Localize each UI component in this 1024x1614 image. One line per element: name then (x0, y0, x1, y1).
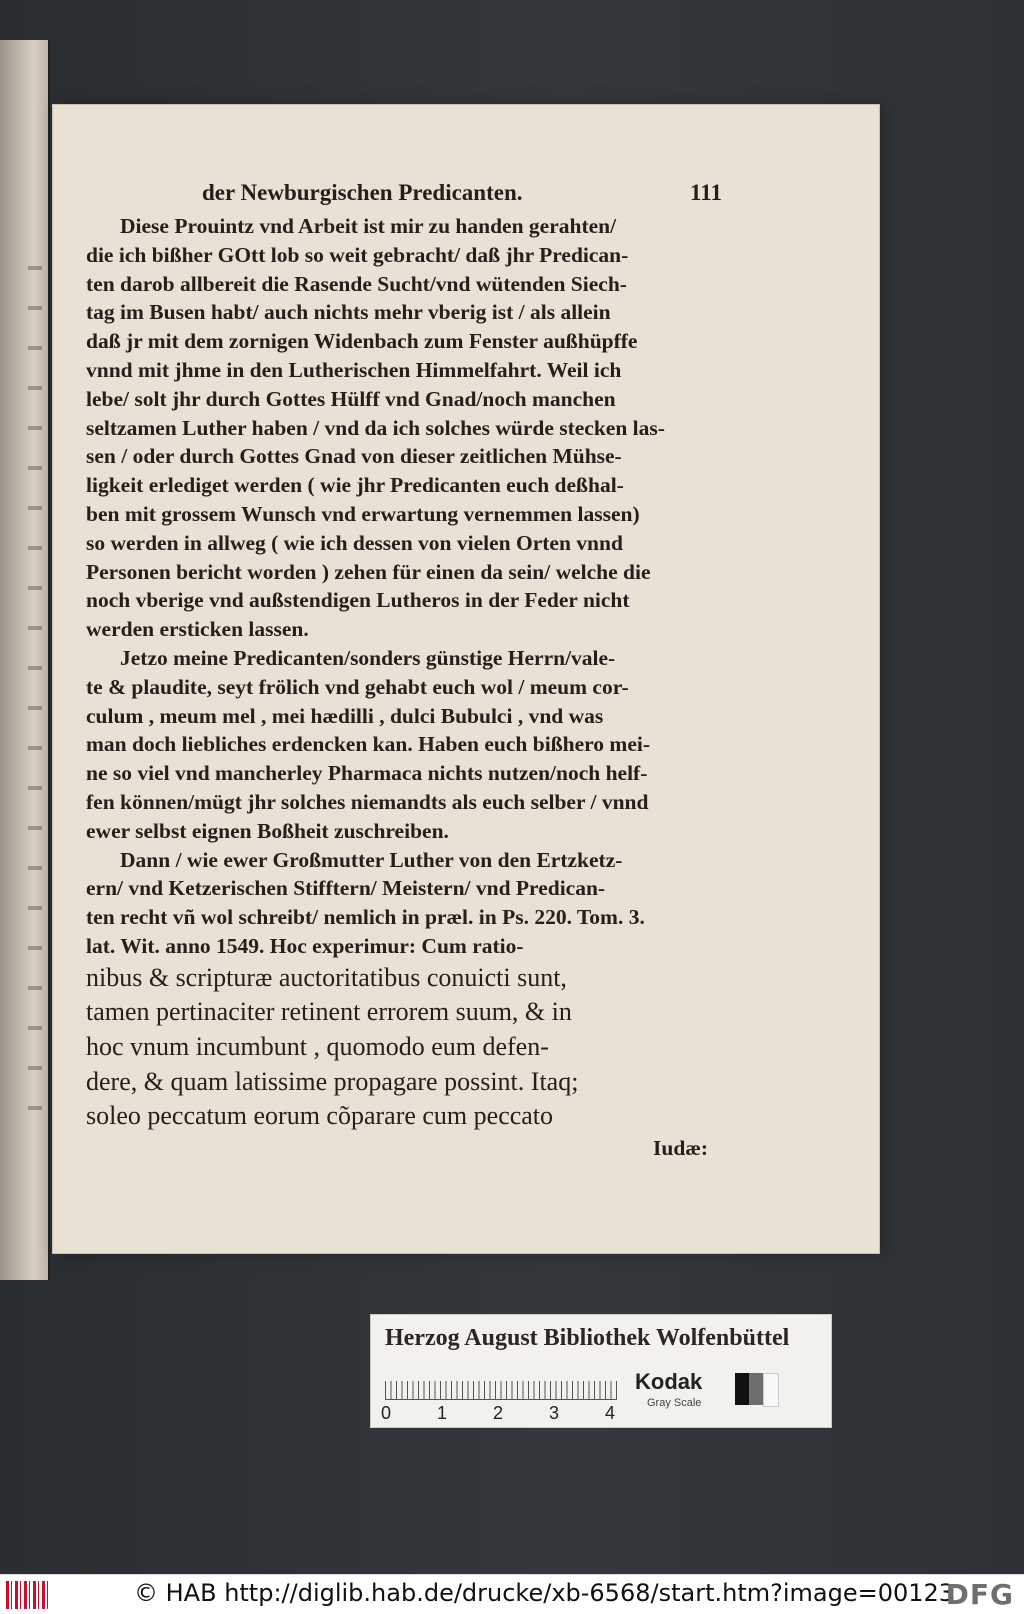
text-line: ligkeit erlediget werden ( wie jhr Predicanten euch deßhal- (86, 473, 624, 498)
text-line: sen / oder durch Gottes Gnad von dieser zeitlichen Mühse- (86, 444, 622, 469)
footer-bar (0, 1574, 1024, 1614)
text-line: daß jr mit dem zornigen Widenbach zum Fenster außhüpffe (86, 329, 638, 354)
latin-line: hoc vnum incumbunt , quomodo eum defen- (86, 1032, 549, 1062)
text-line: ten recht vñ wol schreibt/ nemlich in præl. in Ps. 220. Tom. 3. (86, 905, 645, 930)
gray-scale-label: Gray Scale (647, 1397, 702, 1409)
gray-swatch-mid (749, 1373, 763, 1405)
text-line: man doch liebliches erdencken kan. Haben euch bißhero mei- (86, 732, 651, 757)
text-line: tag im Busen habt/ auch nichts mehr vberig ist / als allein (86, 300, 611, 325)
text-line: ten darob allbereit die Rasende Sucht/vnd wütenden Siech- (86, 271, 627, 296)
color-reference-card (370, 1314, 832, 1428)
text-line: Dann / wie ewer Großmutter Luther von den Ertzketz- (120, 847, 623, 872)
text-line: die ich bißher GOtt lob so weit gebracht/ daß jhr Predican- (86, 242, 629, 267)
text-line: werden ersticken lassen. (86, 617, 309, 642)
ruler-number: 2 (493, 1403, 504, 1423)
ruler-number: 0 (381, 1403, 392, 1423)
text-line: noch vberige vnd außstendigen Lutheros in der Feder nicht (86, 588, 630, 613)
fraktur-lines (86, 212, 714, 961)
running-head-title: der Newburgischen Predicanten. (202, 180, 523, 205)
dfg-logo: DFG (945, 1578, 1014, 1611)
latin-line: dere, & quam latissime propagare possint. Itaq; (86, 1066, 579, 1096)
latin-quotation (86, 961, 714, 1134)
latin-line: soleo peccatum eorum cõparare cum peccato (86, 1101, 554, 1131)
hab-barcode-icon (6, 1581, 48, 1609)
text-line: Jetzo meine Predicanten/sonders günstige Herrn/vale- (120, 645, 616, 670)
credit-link[interactable]: © HAB http://diglib.hab.de/drucke/xb-6568/start.htm?image=00123 (134, 1579, 955, 1607)
text-line: vnnd mit jhme in den Lutherischen Himmelfahrt. Weil ich (86, 357, 622, 382)
text-line: te & plaudite, seyt frölich vnd gehabt euch wol / meum cor- (86, 674, 629, 699)
text-line: Diese Prouintz vnd Arbeit ist mir zu handen gerahten/ (120, 214, 617, 238)
facing-page-text-fragments (28, 240, 42, 1140)
latin-line: nibus & scripturæ auctoritatibus conuicti sunt, (86, 962, 567, 992)
ruler-number: 1 (437, 1403, 448, 1423)
text-line: lebe/ solt jhr durch Gottes Hülff vnd Gnad/noch manchen (86, 386, 616, 411)
latin-line: tamen pertinaciter retinent errorem suum, & in (86, 997, 572, 1027)
text-line: fen können/mügt jhr solches niemandts als euch selber / vnnd (86, 789, 649, 814)
text-line: lat. Wit. anno 1549. Hoc experimur: Cum ratio- (86, 933, 524, 958)
page-number: 111 (690, 180, 722, 205)
gray-swatch-white (763, 1373, 779, 1407)
text-line: ewer selbst eignen Boßheit zuschreiben. (86, 818, 449, 843)
text-line: so werden in allweg ( wie ich dessen von vielen Orten vnnd (86, 530, 623, 555)
facing-page-edge (0, 40, 50, 1280)
kodak-logo: Kodak (635, 1369, 703, 1394)
running-head (202, 180, 722, 212)
book-page (52, 104, 880, 1254)
card-title: Herzog August Bibliothek Wolfenbüttel (385, 1325, 790, 1351)
body-text (86, 212, 714, 1163)
text-line: ben mit grossem Wunsch vnd erwartung vernemmen lassen) (86, 501, 640, 526)
text-line: ne so viel vnd mancherley Pharmaca nichts nutzen/noch helf- (86, 761, 648, 786)
text-line: culum , meum mel , mei hædilli , dulci Bubulci , vnd was (86, 703, 604, 728)
text-line: seltzamen Luther haben / vnd da ich solches würde stecken las- (86, 415, 665, 440)
text-line: Personen bericht worden ) zehen für einen da sein/ welche die (86, 559, 651, 584)
ruler-number: 4 (605, 1403, 616, 1423)
text-line: ern/ vnd Ketzerischen Stifftern/ Meistern/ vnd Predican- (86, 876, 606, 901)
gray-swatch-black (735, 1373, 749, 1405)
scale-ruler (385, 1365, 617, 1400)
ruler-number: 3 (549, 1403, 560, 1423)
catchword: Iudæ: (653, 1136, 708, 1161)
